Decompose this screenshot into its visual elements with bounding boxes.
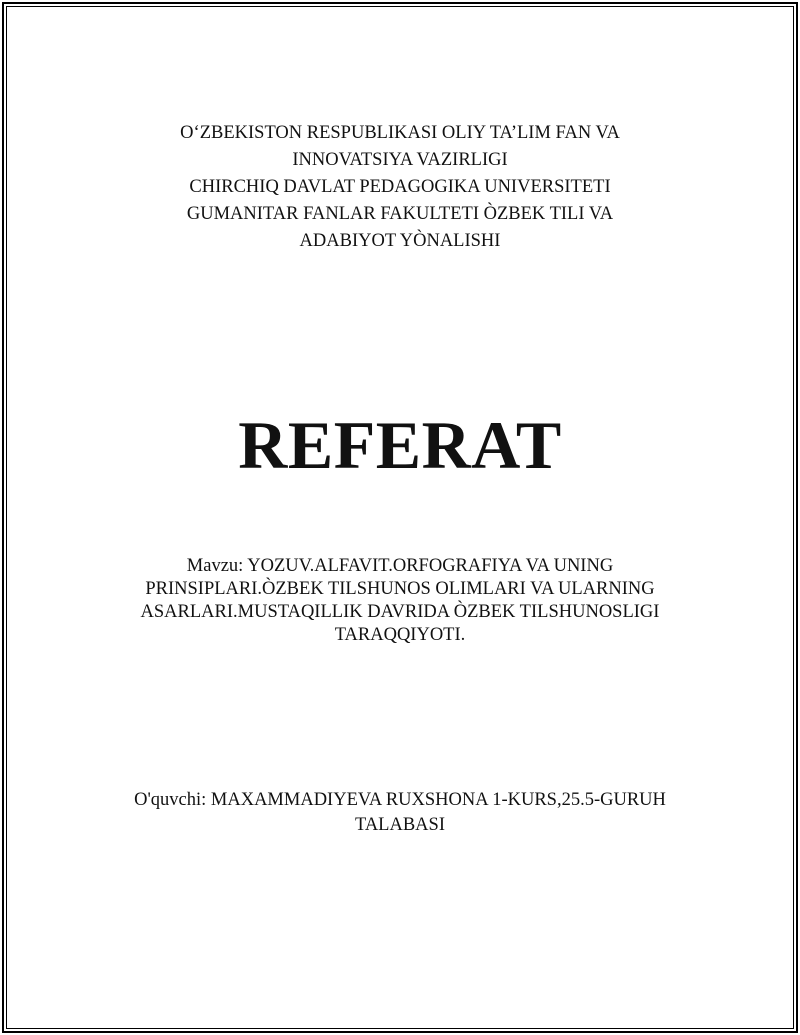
- header-line: O‘ZBEKISTON RESPUBLIKASI OLIY TA’LIM FAN VA: [180, 123, 620, 143]
- topic-line: PRINSIPLARI.ÒZBEK TILSHUNOS OLIMLARI VA ULARNING: [145, 579, 655, 599]
- topic-line: Mavzu: YOZUV.ALFAVIT.ORFOGRAFIYA VA UNING: [186, 556, 614, 576]
- institution-header: [60, 120, 740, 255]
- header-line: GUMANITAR FANLAR FAKULTETI ÒZBEK TILI VA: [186, 204, 614, 224]
- topic-line: ASARLARI.MUSTAQILLIK DAVRIDA ÒZBEK TILSHUNOSLIGI: [140, 602, 660, 622]
- header-line: CHIRCHIQ DAVLAT PEDAGOGIKA UNIVERSITETI: [189, 177, 611, 197]
- student-line: O'quvchi: MAXAMMADIYEVA RUXSHONA 1-KURS,25.5-GURUH: [134, 790, 666, 810]
- student-block: [60, 788, 740, 838]
- student-line: TALABASI: [355, 815, 445, 835]
- topic-block: [60, 555, 740, 647]
- document-title: REFERAT: [238, 407, 562, 483]
- topic-line: TARAQQIYOTI.: [334, 625, 466, 645]
- header-line: INNOVATSIYA VAZIRLIGI: [292, 150, 508, 170]
- header-line: ADABIYOT YÒNALISHI: [299, 231, 501, 251]
